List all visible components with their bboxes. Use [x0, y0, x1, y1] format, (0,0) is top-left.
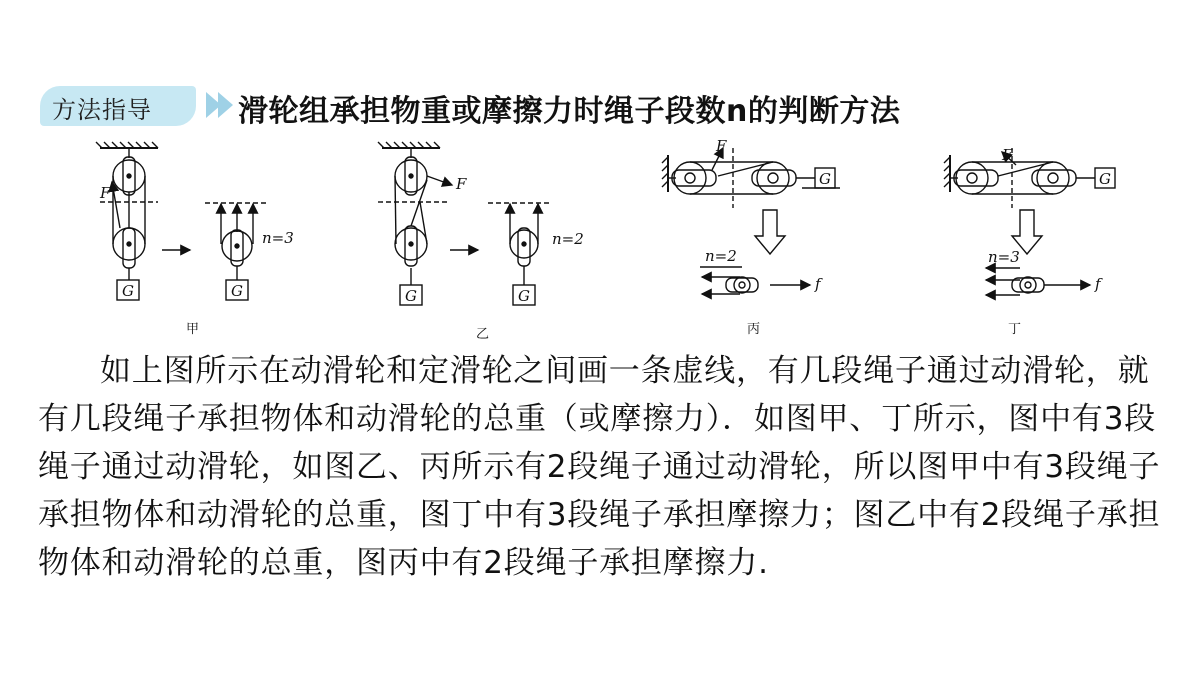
rope-count-ding: n=3 — [988, 248, 1020, 266]
weight-label-ding: G — [1099, 170, 1111, 188]
rope-count-jia: n=3 — [262, 229, 294, 247]
friction-label-ding: f — [1095, 275, 1101, 293]
diagram-ding — [944, 148, 1115, 295]
force-label-ding: F — [1002, 146, 1013, 164]
diagram-yi — [378, 142, 550, 305]
explanation-paragraph: 如上图所示在动滑轮和定滑轮之间画一条虚线，有几段绳子通过动滑轮，就有几段绳子承担物体和动滑轮的总重（或摩擦力）．如图甲、丁所示，图中有3段绳子通过动滑轮，如图乙、丙所示有2段绳子通过动滑轮，所以图甲中有3段绳子承担物体和动滑轮的总重，图丁中有3段绳子承担摩擦力；图乙中有2段绳子承担物体和动滑轮的总重，图丙中有2段绳子承担摩擦力. — [38, 353, 1161, 581]
force-label-yi: F — [456, 175, 467, 193]
weight-label-yi-right: G — [518, 287, 530, 305]
caption-bing: 丙 — [747, 322, 761, 337]
rope-count-bing: n=2 — [705, 247, 737, 265]
chevron-right-icon — [218, 92, 233, 118]
force-label-bing: F — [716, 140, 727, 155]
method-guide-badge — [40, 86, 196, 126]
explanation-text — [38, 347, 1163, 587]
force-label-jia: F — [100, 184, 111, 202]
caption-ding: 丁 — [1008, 322, 1022, 337]
weight-label-bing: G — [819, 170, 831, 188]
diagram-jia — [96, 142, 268, 300]
weight-label-jia: G — [122, 282, 134, 300]
diagram-bing — [662, 148, 840, 294]
friction-label-bing: f — [815, 275, 821, 293]
weight-label-jia-right: G — [231, 282, 243, 300]
caption-yi: 乙 — [476, 327, 490, 342]
weight-label-yi: G — [405, 287, 417, 305]
rope-count-yi: n=2 — [552, 230, 584, 248]
badge-label: 方法指导 — [52, 96, 152, 124]
section-title: 滑轮组承担物重或摩擦力时绳子段数n的判断方法 — [238, 94, 901, 129]
pulley-figure — [40, 140, 1160, 345]
section-header — [40, 86, 1190, 130]
caption-jia: 甲 — [186, 322, 200, 337]
